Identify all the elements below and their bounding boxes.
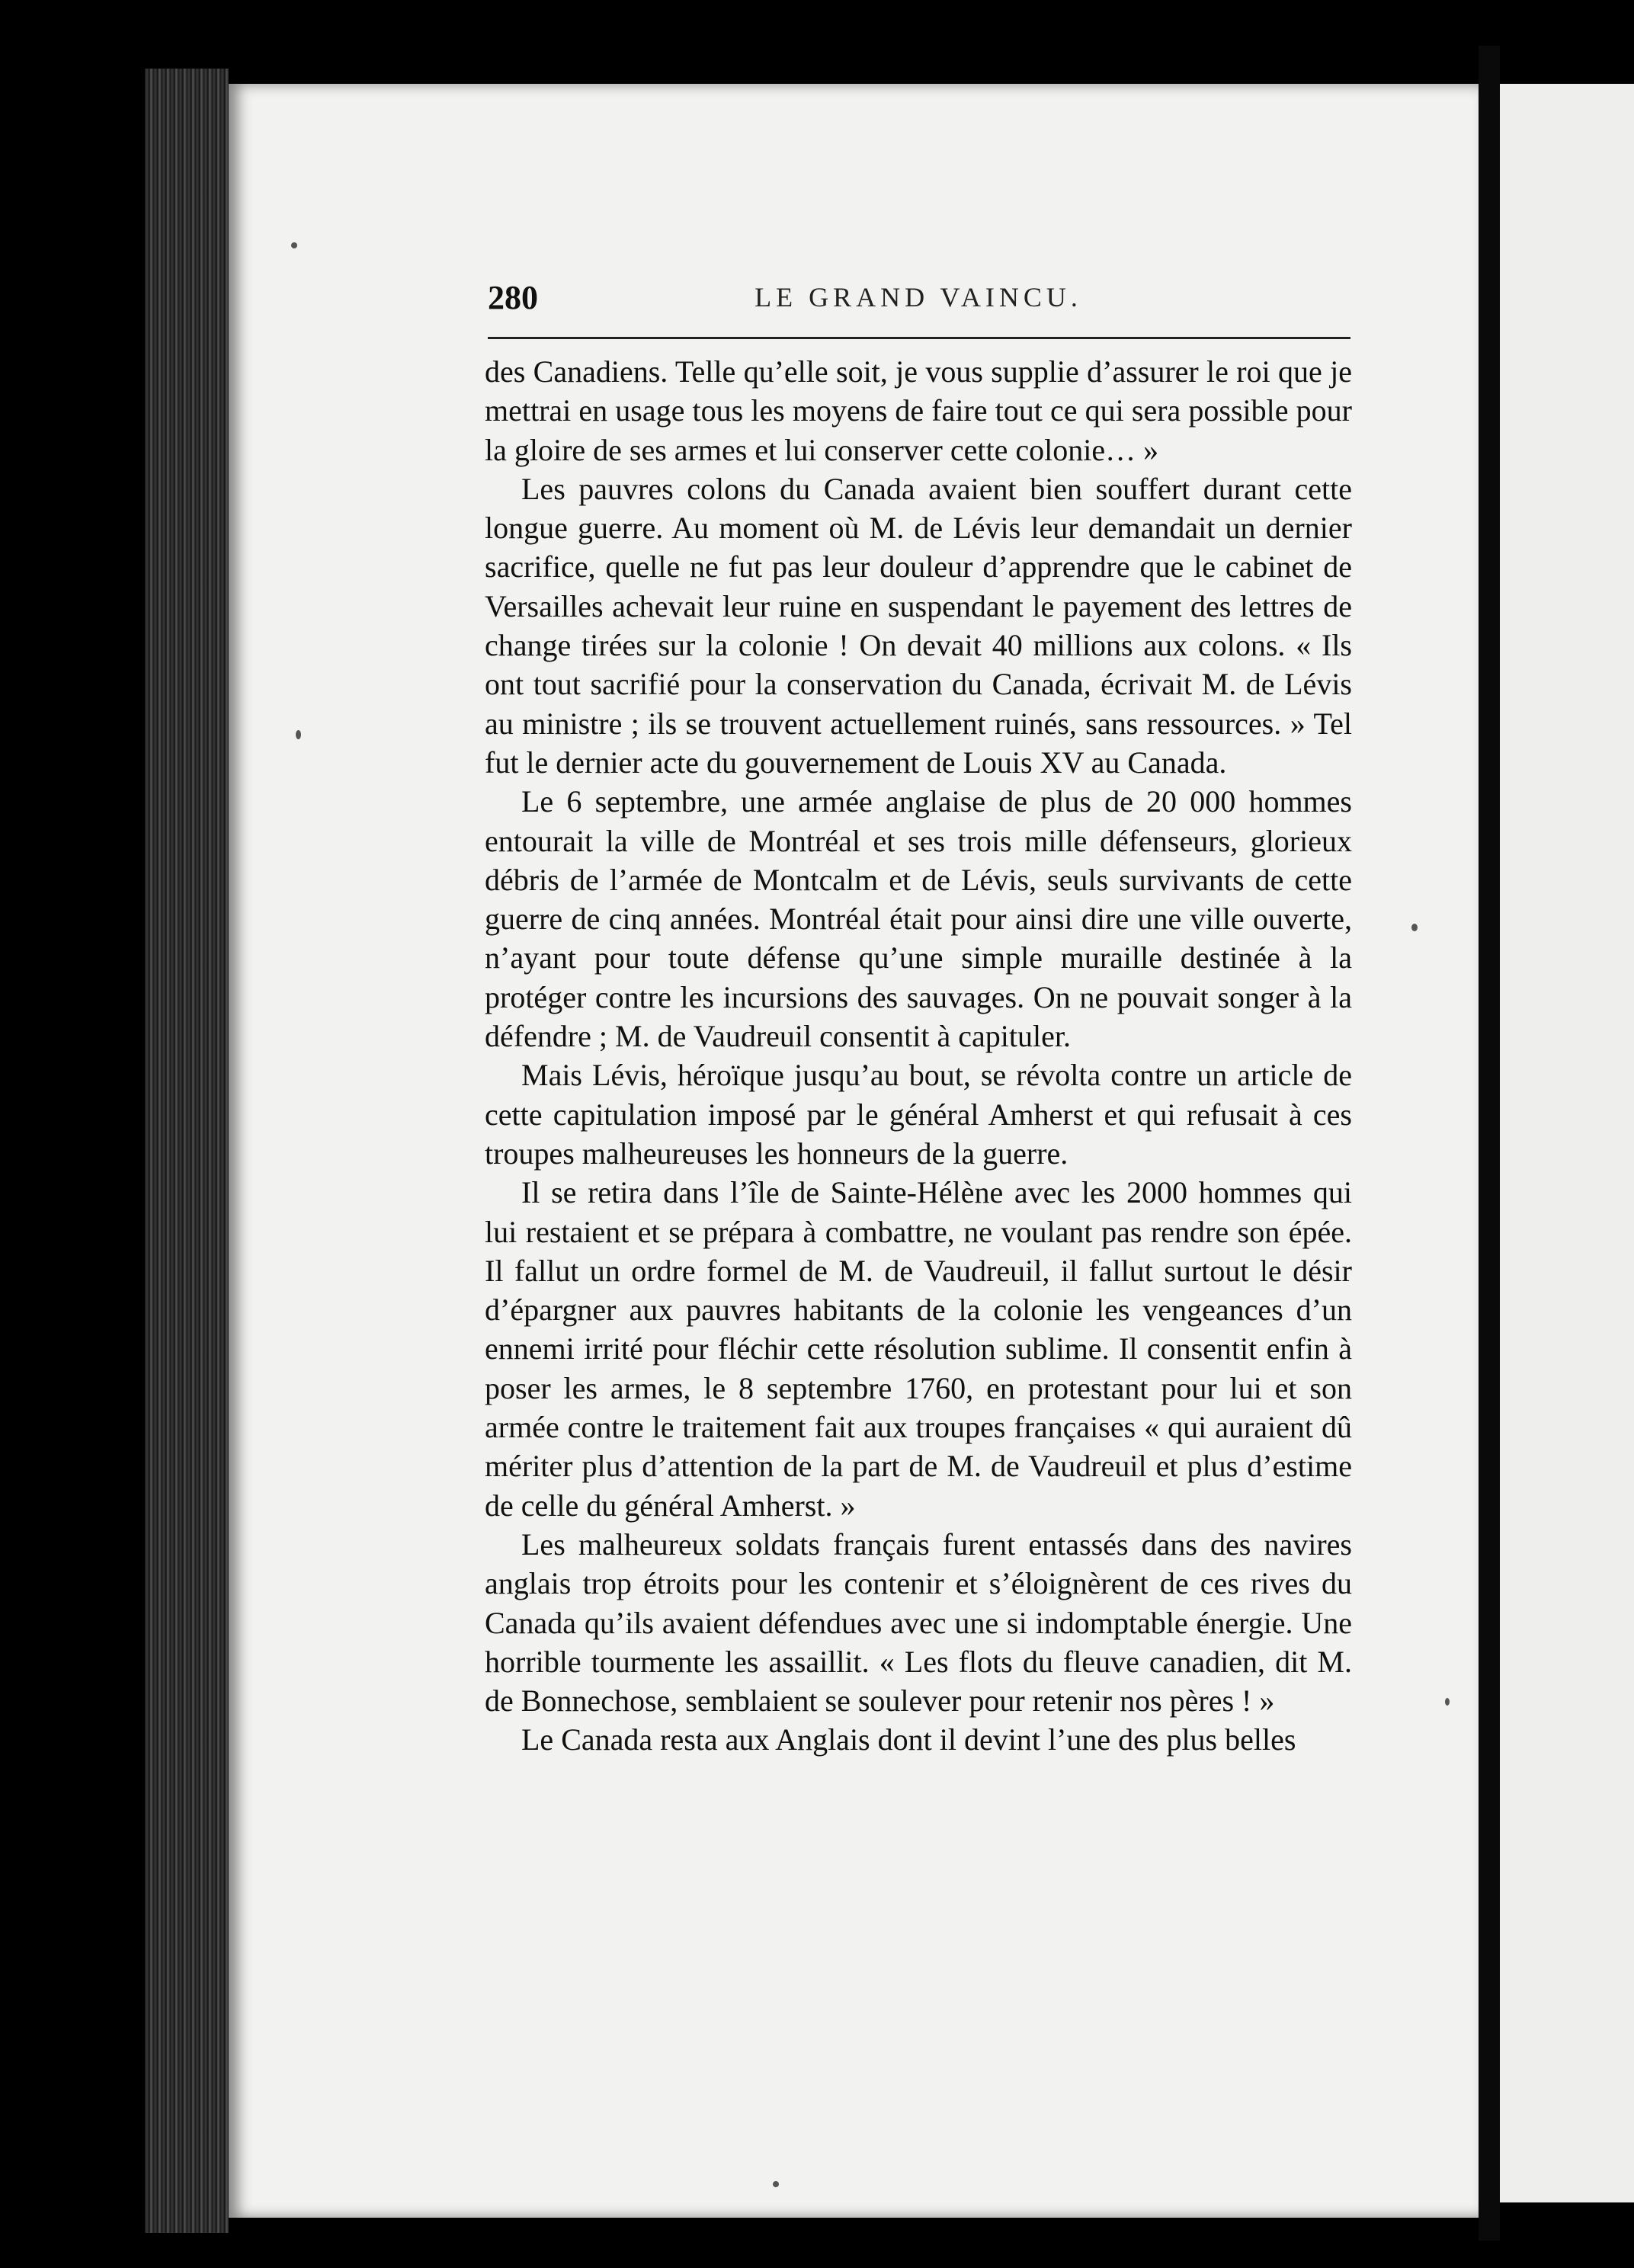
page-number: 280 [488, 279, 538, 316]
paragraph: Les pauvres colons du Canada avaient bien souffert durant cette longue guerre. Au moment où M. de Lévis leur demandait un dernier sacrifice, quelle ne fut pas leur douleur d’apprendre que le cabinet de Versailles achevait leur ruine en suspendant le payement des lettres de change tirées sur la colonie ! On devait 40 millions aux colons. « Ils ont tout sacrifié pour la conservation du Canada, écrivait M. de Lévis au ministre ; ils se trouvent actuellement ruinés, sans ressources. » Tel fut le dernier acte du gouvernement de Louis XV au Canada. [485, 471, 1352, 780]
page-header [488, 278, 1349, 324]
book-edge [145, 69, 229, 2233]
paragraph: Le 6 septembre, une armée anglaise de plus de 20 000 hommes entourait la ville de Montréal et ses trois mille défenseurs, glorieux débris de l’armée de Montcalm et de Lévis, seuls survivants de cette guerre de cinq années. Montréal était pour ainsi dire une ville ouverte, n’ayant pour toute défense qu’une simple muraille destinée à la protéger contre les incursions des sauvages. On ne pouvait songer à la défendre ; M. de Vaudreuil consentit à capituler. [485, 784, 1352, 1054]
paragraph: Mais Lévis, héroïque jusqu’au bout, se révolta contre un article de cette capitulation imposé par le général Amherst et qui refusait à ces troupes malheureuses les honneurs de la guerre. [485, 1058, 1352, 1171]
speck [773, 2181, 779, 2187]
body-text [485, 352, 1352, 1760]
paragraph: Il se retira dans l’île de Sainte-Hélène avec les 2000 hommes qui lui restaient et se prépara à combattre, ne voulant pas rendre son épée. Il fallut un ordre formel de M. de Vaudreuil, il fallut surtout le désir d’épargner aux pauvres habitants de la colonie les vengeances d’un ennemi irrité pour fléchir cette résolution sublime. Il consentit enfin à poser les armes, le 8 septembre 1760, en protestant pour lui et son armée contre le traitement fait aux troupes françaises « qui auraient dû mériter plus d’attention de la part de M. de Vaudreuil et plus d’estime de celle du général Amherst. » [485, 1175, 1352, 1523]
speck [291, 242, 297, 248]
speck [296, 730, 301, 739]
book-gutter [1479, 46, 1500, 2241]
header-rule [488, 337, 1350, 339]
facing-page [1500, 84, 1634, 2202]
paragraph: des Canadiens. Telle qu’elle soit, je vous supplie d’assurer le roi que je mettrai en usage tous les moyens de faire tout ce qui sera possible pour la gloire de ses armes et lui conserver cette colonie… » [485, 354, 1352, 467]
paragraph: Le Canada resta aux Anglais dont il devint l’une des plus belles [521, 1722, 1296, 1757]
paragraph: Les malheureux soldats français furent entassés dans des navires anglais trop étroits pour les contenir et s’éloignèrent de ces rives du Canada qu’ils avaient défendues avec une si indomptable énergie. Une horrible tourmente les assaillit. « Les flots du fleuve canadien, dit M. de Bonnechose, semblaient se soulever pour retenir nos pères ! » [485, 1526, 1352, 1719]
speck [1445, 1698, 1450, 1706]
speck [1411, 924, 1418, 931]
running-title: LE GRAND VAINCU. [755, 282, 1082, 312]
